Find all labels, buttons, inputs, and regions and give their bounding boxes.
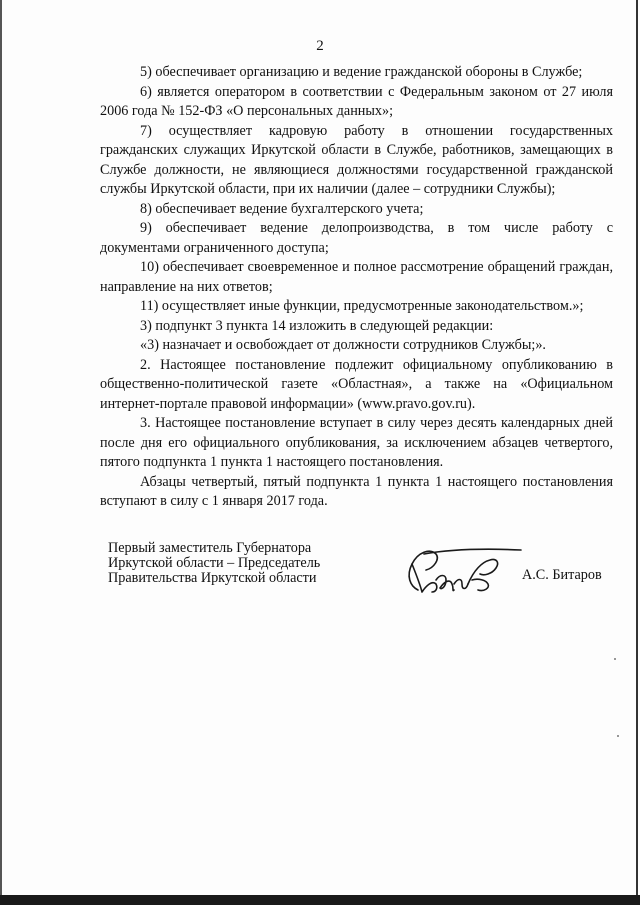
paragraph-subclause-3: 3) подпункт 3 пункта 14 изложить в следующей редакции:	[140, 317, 494, 334]
scan-bottom-edge	[0, 895, 640, 905]
scan-speck	[614, 658, 616, 660]
paragraph-item-8: 8) обеспечивает ведение бухгалтерского учета;	[140, 200, 424, 217]
signatory-line-2: Иркутской области – Председатель	[108, 555, 321, 571]
signer-name: А.С. Битаров	[522, 567, 602, 583]
paragraph-item-11: 11) осуществляет иные функции, предусмотренные законодательством.»;	[140, 298, 584, 314]
handwritten-signature	[396, 540, 526, 600]
signatory-line-1: Первый заместитель Губернатора	[108, 540, 312, 556]
paragraph-clause-3: 3. Настоящее постановление вступает в силу через десять календарных дней после дня его официального опубликования, за исключением абзацев четвертого, пятого подпункта 1 пункта 1 настоящего постановления.	[100, 415, 613, 470]
paragraph-clause-2: 2. Настоящее постановление подлежит официальному опубликованию в общественно-политической газете «Областная», а также на «Официальном интернет-портале правовой информации» (www.pravo.gov.ru).	[100, 356, 613, 412]
paragraph-item-6: 6) является оператором в соответствии с Федеральным законом от 27 июля 2006 года № 152-ФЗ «О персональных данных»;	[100, 83, 613, 119]
paragraph-item-9: 9) обеспечивает ведение делопроизводства, в том числе работу с документами ограниченного доступа;	[100, 220, 613, 256]
paragraph-subclause-3-text: «3) назначает и освобождает от должности сотрудников Службы;».	[140, 337, 546, 353]
paragraph-item-10: 10) обеспечивает своевременное и полное рассмотрение обращений граждан, направление на них ответов;	[100, 259, 613, 295]
paragraph-item-5: 5) обеспечивает организацию и ведение гражданской обороны в Службе;	[140, 64, 583, 80]
page-number: 2	[316, 38, 324, 54]
scan-left-edge	[0, 0, 2, 905]
paragraph-effective-date: Абзацы четвертый, пятый подпункта 1 пункта 1 настоящего постановления вступают в силу с 1 января 2017 года.	[100, 473, 613, 509]
scan-right-edge	[636, 0, 638, 905]
paragraph-item-7: 7) осуществляет кадровую работу в отношении государственных гражданских служащих Иркутской области в Службе, работников, замещающих в Службе должности, не являющиеся должностями государственной гражданской службы Иркутской области, при их наличии (далее – сотрудники Службы);	[100, 122, 613, 197]
signatory-title	[108, 541, 320, 586]
signatory-line-3: Правительства Иркутской области	[108, 570, 317, 586]
body-text	[100, 63, 613, 512]
scan-speck	[617, 735, 619, 737]
